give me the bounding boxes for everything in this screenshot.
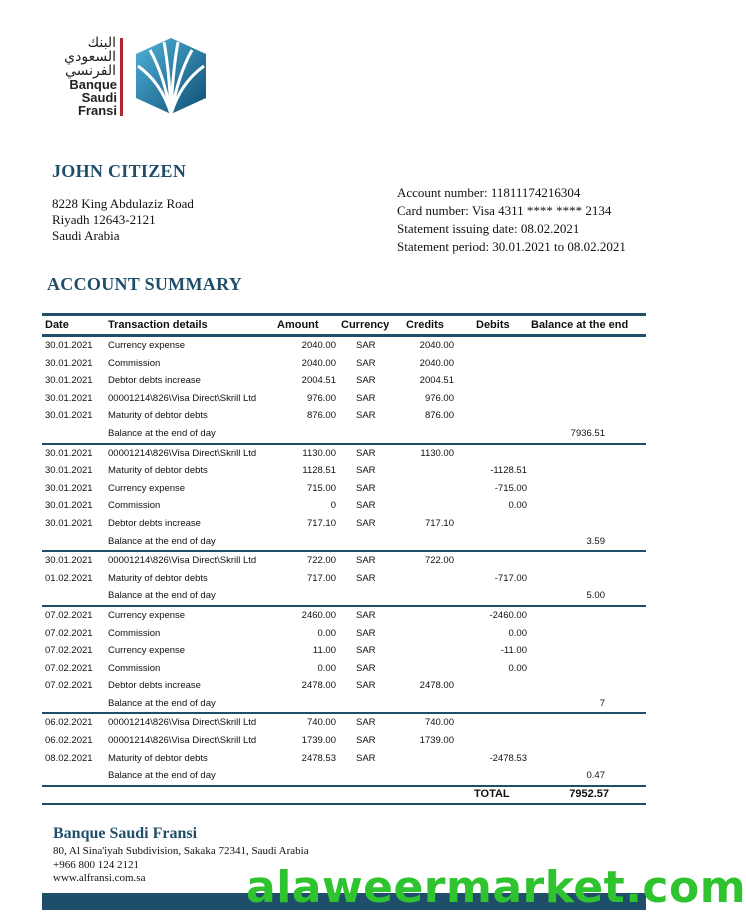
table-row [42, 337, 646, 355]
cell-amount: 0.00 [317, 662, 336, 674]
table-row [42, 497, 646, 515]
header-currency: Currency [341, 319, 390, 331]
cell-details: Balance at the end of day [108, 427, 216, 439]
cell-credit: 1739.00 [419, 735, 454, 747]
cell-details: 00001214\826\Visa Direct\Skrill Ltd [108, 735, 257, 747]
cell-date: 06.02.2021 [45, 717, 93, 729]
table-row [42, 714, 646, 732]
cell-details: Balance at the end of day [108, 535, 216, 547]
cell-date: 30.01.2021 [45, 517, 93, 529]
logo-arabic-line-3: الفرنسي [64, 63, 116, 79]
table-row [42, 625, 646, 643]
total-label: TOTAL [474, 787, 510, 800]
cell-debit: 0.00 [508, 627, 527, 639]
cell-currency: SAR [356, 609, 376, 621]
cell-amount: 715.00 [306, 482, 336, 494]
cell-details: Currency expense [108, 482, 186, 494]
table-row [42, 732, 646, 750]
header-debits: Debits [476, 319, 510, 331]
logo-divider [120, 38, 123, 116]
cell-currency: SAR [356, 357, 376, 369]
card-number: Card number: Visa 4311 **** **** 2134 [397, 203, 612, 218]
account-number: Account number: 11811174216304 [397, 185, 581, 200]
cell-details: Balance at the end of day [108, 770, 216, 782]
cell-amount: 2040.00 [301, 357, 336, 369]
cell-credit: 2040.00 [419, 357, 454, 369]
header-credits: Credits [406, 319, 444, 331]
balance-row [42, 425, 646, 443]
logo-latin-line-3: Fransi [77, 103, 117, 118]
cell-currency: SAR [356, 680, 376, 692]
cell-amount: 1128.51 [302, 465, 336, 477]
cell-details: Currency expense [108, 340, 186, 351]
cell-amount: 0 [330, 500, 336, 512]
transactions-table [42, 313, 646, 805]
cell-amount: 717.10 [306, 517, 336, 529]
table-header [42, 316, 646, 334]
cell-debit: -1128.51 [490, 465, 527, 477]
cell-date: 07.02.2021 [45, 680, 93, 692]
cell-amount: 2478.00 [301, 680, 336, 692]
logo-arabic-text [46, 36, 116, 78]
cell-debit: -2478.53 [489, 752, 527, 764]
cell-date: 30.01.2021 [45, 340, 93, 351]
cell-currency: SAR [356, 555, 376, 567]
cell-currency: SAR [356, 465, 376, 477]
cell-currency: SAR [356, 662, 376, 674]
cell-debit: -715.00 [494, 482, 527, 494]
customer-name: JOHN CITIZEN [52, 161, 187, 181]
cell-amount: 722.00 [306, 555, 336, 567]
footer-address: 80, Al Sina'iyah Subdivision, Sakaka 72341, Saudi Arabia [53, 845, 309, 857]
cell-amount: 0.00 [317, 627, 336, 639]
cell-currency: SAR [356, 447, 376, 459]
watermark-text: alaweermarket.com [246, 862, 746, 913]
cell-date: 30.01.2021 [45, 410, 93, 422]
cell-balance: 7936.51 [570, 427, 605, 439]
cell-currency: SAR [356, 392, 376, 404]
cell-date: 30.01.2021 [45, 447, 93, 459]
cell-details: Commission [108, 662, 161, 674]
cell-date: 30.01.2021 [45, 500, 93, 512]
cell-credit: 2040.00 [419, 340, 454, 351]
cell-details: Maturity of debtor debts [108, 572, 208, 584]
cell-details: Debtor debts increase [108, 680, 201, 692]
cell-date: 30.01.2021 [45, 465, 93, 477]
cell-debit: -11.00 [500, 645, 527, 657]
cell-balance: 0.47 [586, 770, 605, 782]
address-line-3: Saudi Arabia [52, 228, 120, 243]
cell-debit: -2460.00 [489, 609, 527, 621]
cell-date: 07.02.2021 [45, 627, 93, 639]
cell-amount: 2040.00 [301, 340, 336, 351]
statement-period: Statement period: 30.01.2021 to 08.02.2021 [397, 239, 626, 254]
table-row [42, 355, 646, 373]
cell-details: Debtor debts increase [108, 517, 201, 529]
cell-date: 01.02.2021 [45, 572, 93, 584]
cell-details: 00001214\826\Visa Direct\Skrill Ltd [108, 392, 257, 404]
table-body [42, 337, 646, 787]
cell-debit: -717.00 [494, 572, 527, 584]
cell-amount: 2478.53 [301, 752, 336, 764]
cell-currency: SAR [356, 375, 376, 387]
table-bottom-rule [42, 803, 646, 805]
bank-emblem-icon [134, 36, 208, 116]
cell-credit: 976.00 [424, 392, 454, 404]
account-info [397, 184, 626, 256]
cell-details: Maturity of debtor debts [108, 410, 208, 422]
table-row [42, 677, 646, 695]
cell-credit: 876.00 [424, 410, 454, 422]
cell-details: 00001214\826\Visa Direct\Skrill Ltd [108, 447, 257, 459]
cell-details: Maturity of debtor debts [108, 752, 208, 764]
statement-issue-date: Statement issuing date: 08.02.2021 [397, 221, 580, 236]
table-row [42, 642, 646, 660]
cell-details: Debtor debts increase [108, 375, 201, 387]
logo-arabic-line-1: البنك [87, 35, 116, 51]
cell-details: Commission [108, 357, 161, 369]
address-line-2: Riyadh 12643-2121 [52, 212, 156, 227]
cell-balance: 3.59 [586, 535, 605, 547]
customer-address [52, 196, 194, 244]
cell-details: 00001214\826\Visa Direct\Skrill Ltd [108, 555, 257, 567]
cell-details: Balance at the end of day [108, 590, 216, 602]
cell-amount: 2004.51 [301, 375, 336, 387]
total-row [42, 787, 646, 803]
address-line-1: 8228 King Abdulaziz Road [52, 196, 194, 211]
cell-currency: SAR [356, 735, 376, 747]
footer-website: www.alfransi.com.sa [53, 872, 146, 884]
account-summary-title: ACCOUNT SUMMARY [47, 274, 243, 294]
bank-logo [38, 34, 218, 124]
table-row [42, 552, 646, 570]
cell-details: 00001214\826\Visa Direct\Skrill Ltd [108, 717, 257, 729]
footer-phone: +966 800 124 2121 [53, 858, 139, 871]
cell-credit: 2478.00 [419, 680, 454, 692]
cell-balance: 5.00 [586, 590, 605, 602]
cell-currency: SAR [356, 752, 376, 764]
cell-details: Currency expense [108, 609, 186, 621]
cell-currency: SAR [356, 627, 376, 639]
logo-latin-line-2: Saudi [81, 90, 117, 105]
cell-credit: 717.10 [424, 517, 454, 529]
cell-date: 30.01.2021 [45, 357, 93, 369]
header-date: Date [45, 319, 69, 331]
cell-date: 30.01.2021 [45, 555, 93, 567]
cell-date: 07.02.2021 [45, 645, 93, 657]
cell-amount: 1739.00 [301, 735, 336, 747]
cell-details: Commission [108, 627, 161, 639]
cell-details: Currency expense [108, 645, 186, 657]
cell-details: Balance at the end of day [108, 697, 216, 709]
cell-amount: 11.00 [312, 645, 336, 657]
cell-currency: SAR [356, 340, 376, 351]
table-row [42, 445, 646, 463]
header-details: Transaction details [108, 319, 208, 331]
cell-debit: 0.00 [508, 662, 527, 674]
table-row [42, 750, 646, 768]
table-row [42, 407, 646, 425]
logo-latin-line-1: Banque [69, 77, 117, 92]
table-row [42, 480, 646, 498]
cell-date: 30.01.2021 [45, 482, 93, 494]
cell-amount: 876.00 [306, 410, 336, 422]
table-row [42, 660, 646, 678]
cell-date: 06.02.2021 [45, 735, 93, 747]
table-row [42, 390, 646, 408]
balance-row [42, 767, 646, 785]
table-row [42, 570, 646, 588]
cell-credit: 722.00 [424, 555, 454, 567]
table-row [42, 607, 646, 625]
cell-date: 07.02.2021 [45, 662, 93, 674]
logo-latin-text [47, 78, 117, 117]
cell-date: 08.02.2021 [45, 752, 93, 764]
header-balance: Balance at the end [531, 319, 629, 331]
cell-currency: SAR [356, 717, 376, 729]
balance-row [42, 533, 646, 551]
cell-details: Commission [108, 500, 161, 512]
cell-date: 30.01.2021 [45, 375, 93, 387]
logo-arabic-line-2: السعودي [64, 49, 116, 65]
cell-amount: 2460.00 [301, 609, 336, 621]
cell-currency: SAR [356, 482, 376, 494]
cell-amount: 740.00 [306, 717, 336, 729]
cell-credit: 1130.00 [420, 447, 454, 459]
cell-amount: 976.00 [306, 392, 336, 404]
cell-details: Maturity of debtor debts [108, 465, 208, 477]
cell-date: 07.02.2021 [45, 609, 93, 621]
cell-currency: SAR [356, 645, 376, 657]
cell-balance: 7 [599, 697, 605, 709]
cell-currency: SAR [356, 410, 376, 422]
cell-currency: SAR [356, 572, 376, 584]
table-row [42, 462, 646, 480]
cell-credit: 2004.51 [419, 375, 454, 387]
table-row [42, 515, 646, 533]
cell-currency: SAR [356, 500, 376, 512]
cell-date: 30.01.2021 [45, 392, 93, 404]
cell-currency: SAR [356, 517, 376, 529]
cell-credit: 740.00 [424, 717, 454, 729]
cell-amount: 1130.00 [302, 447, 336, 459]
table-row [42, 372, 646, 390]
footer-bank-name: Banque Saudi Fransi [53, 825, 198, 842]
cell-amount: 717.00 [306, 572, 336, 584]
header-amount: Amount [277, 319, 319, 331]
total-value: 7952.57 [569, 787, 609, 800]
cell-debit: 0.00 [508, 500, 527, 512]
balance-row [42, 587, 646, 605]
balance-row [42, 695, 646, 713]
